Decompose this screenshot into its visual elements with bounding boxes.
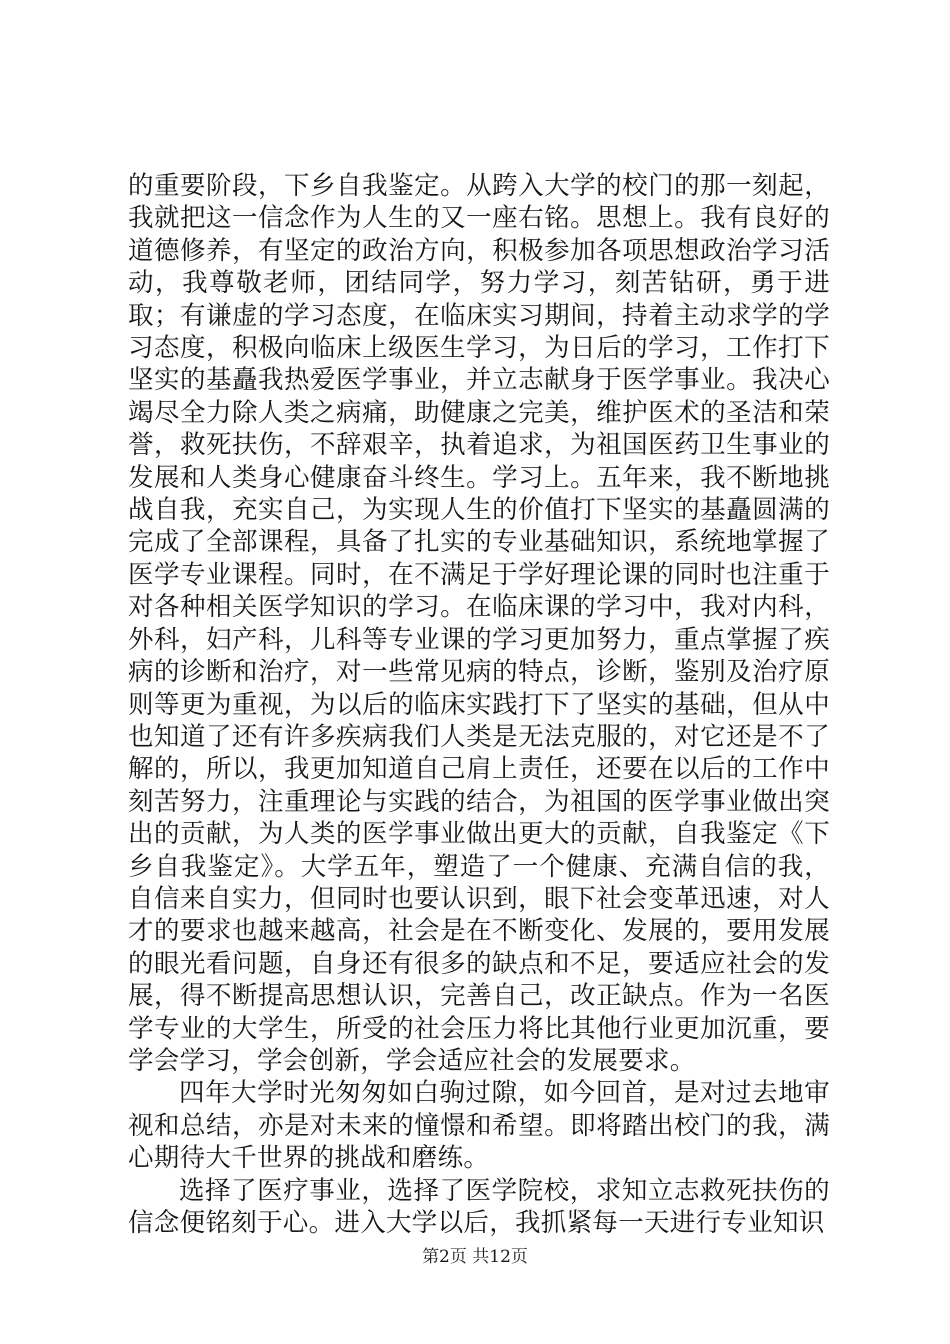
paragraph-2: 四年大学时光匆匆如白驹过隙，如今回首，是对过去地审视和总结，亦是对未来的憧憬和希望。即将踏出校门的我，满心期待大千世界的挑战和磨练。 [128, 1078, 830, 1174]
body-text [128, 170, 830, 1239]
paragraph-3: 选择了医疗事业，选择了医学院校，求知立志救死扶伤的信念便铭刻于心。进入大学以后，我抓紧每一天进行专业知识 [128, 1175, 830, 1238]
paragraph-1: 的重要阶段，下乡自我鉴定。从跨入大学的校门的那一刻起，我就把这一信念作为人生的又一座右铭。思想上。我有良好的道德修养，有坚定的政治方向，积极参加各项思想政治学习活动，我尊敬老师，团结同学，努力学习，刻苦钻研，勇于进取；有谦虚的学习态度，在临床实习期间，持着主动求学的学习态度，积极向临床上级医生学习，为日后的学习，工作打下坚实的基矗我热爱医学事业，并立志献身于医学事业。我决心竭尽全力除人类之病痛，助健康之完美，维护医术的圣洁和荣誉，救死扶伤，不辞艰辛，执着追求，为祖国医药卫生事业的发展和人类身心健康奋斗终生。学习上。五年来，我不断地挑战自我，充实自己，为实现人生的价值打下坚实的基矗圆满的完成了全部课程，具备了扎实的专业基础知识，系统地掌握了医学专业课程。同时，在不满足于学好理论课的同时也注重于对各种相关医学知识的学习。在临床课的学习中，我对内科，外科，妇产科，儿科等专业课的学习更加努力，重点掌握了疾病的诊断和治疗，对一些常见病的特点，诊断，鉴别及治疗原则等更为重视，为以后的临床实践打下了坚实的基础，但从中也知道了还有许多疾病我们人类是无法克服的，对它还是不了解的，所以，我更加知道自己肩上责任，还要在以后的工作中刻苦努力，注重理论与实践的结合，为祖国的医学事业做出突出的贡献，为人类的医学事业做出更大的贡献，自我鉴定《下乡自我鉴定》。大学五年，塑造了一个健康、充满自信的我，自信来自实力，但同时也要认识到，眼下社会变革迅速，对人才的要求也越来越高，社会是在不断变化、发展的，要用发展的眼光看问题，自身还有很多的缺点和不足，要适应社会的发展，得不断提高思想认识，完善自己，改正缺点。作为一名医学专业的大学生，所受的社会压力将比其他行业更加沉重，要学会学习，学会创新，学会适应社会的发展要求。 [128, 171, 830, 1076]
page-number-footer: 第2页 共12页 [422, 1247, 528, 1267]
